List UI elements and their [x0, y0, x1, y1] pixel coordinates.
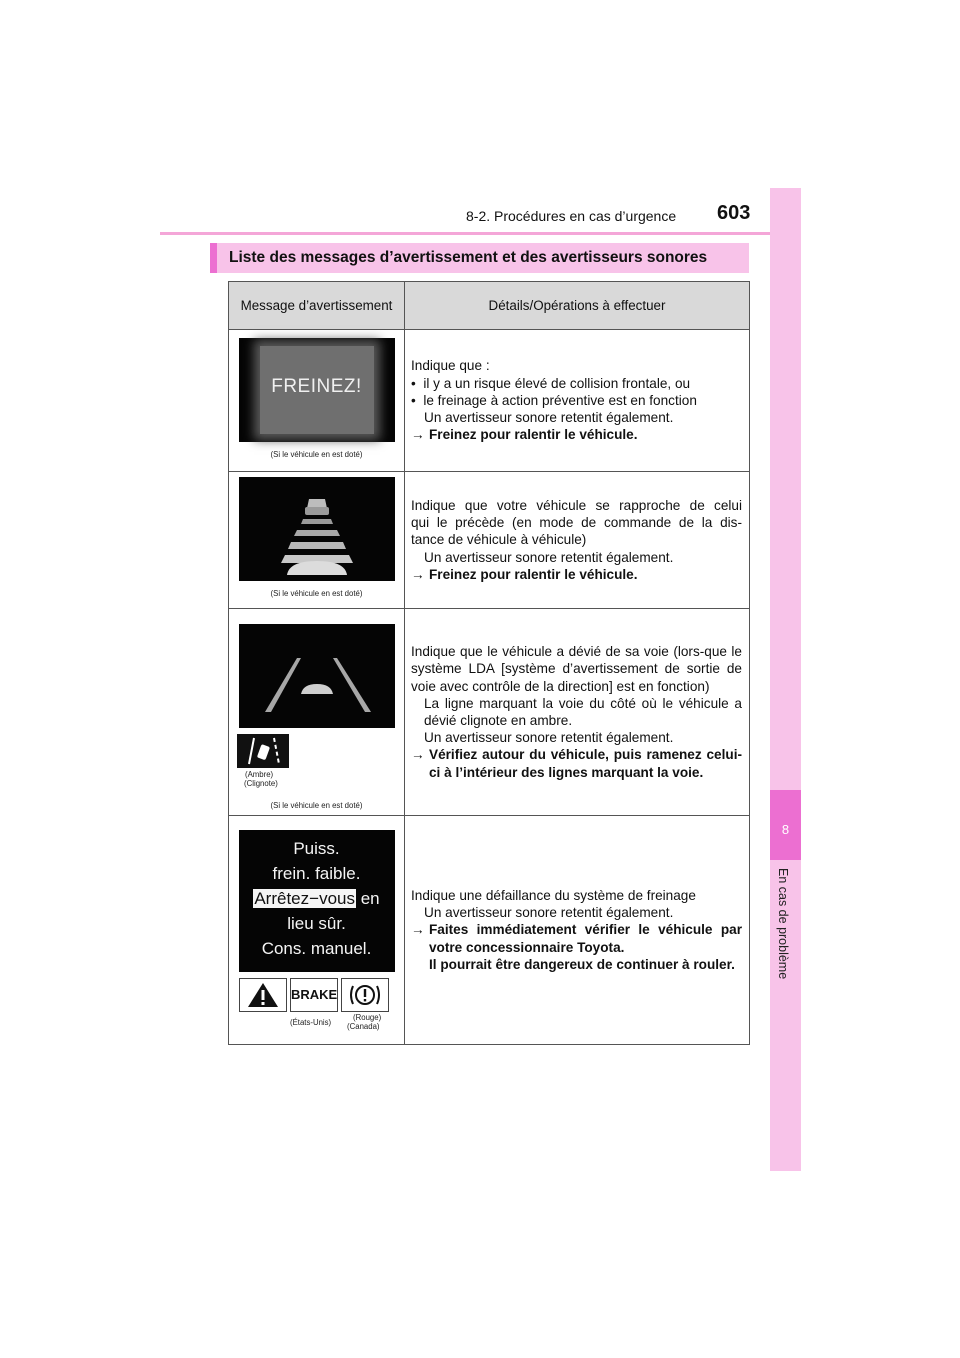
- icon-label-blinks: (Clignote): [244, 778, 278, 788]
- details-action-note: Il pourrait être dangereux de continuer à rouler.: [429, 956, 735, 972]
- warning-triangle-icon: [239, 978, 287, 1012]
- screen-text: frein. faible.: [272, 864, 361, 883]
- section-heading: Liste des messages d’avertissement et des avertisseurs sonores: [229, 249, 708, 266]
- message-cell: [229, 609, 405, 816]
- screen-text: Arrêtez−vous en: [254, 889, 380, 908]
- details-action: → Vérifiez autour du véhicule, puis ramenez celui-ci à l’intérieur des lignes marquant la voie.: [411, 747, 742, 780]
- label-red: (Rouge): [353, 1013, 382, 1022]
- details-note: Un avertisseur sonore retentit également.: [424, 549, 674, 565]
- message-cell: [229, 816, 405, 1045]
- screen-text: Cons. manuel.: [261, 939, 372, 958]
- details-cell: [405, 330, 750, 472]
- table-row: [229, 609, 750, 816]
- brake-warning-icon: [341, 978, 389, 1012]
- column-header-details: Détails/Opérations à effectuer: [405, 282, 750, 330]
- image-caption: (Si le véhicule en est doté): [270, 589, 363, 599]
- side-tab: [770, 188, 801, 1171]
- approach-warning-screen: [239, 477, 395, 581]
- warning-table: [228, 281, 750, 1045]
- icon-label-amber: (Ambre): [245, 770, 274, 779]
- side-tab-number: 8: [781, 822, 790, 837]
- brake-fault-screen: [239, 830, 395, 972]
- details-note: Un avertisseur sonore retentit également.: [424, 905, 674, 921]
- arrow-icon: →: [411, 747, 425, 763]
- chapter-section-title: 8-2. Procédures en cas d’urgence: [466, 208, 677, 224]
- details-text: Indique que votre véhicule se rapproche de celui qui le précède (en mode de commande de la dis- tance de véhicule à véhicule): [411, 497, 742, 548]
- image-caption: (Si le véhicule en est doté): [270, 449, 363, 459]
- details-text: Indique une défaillance du système de freinage: [411, 887, 696, 903]
- details-bullet: • le freinage à action préventive est en fonction: [411, 392, 697, 408]
- lane-departure-icon: [237, 734, 289, 768]
- details-note: La ligne marquant la voie du côté où le véhicule a dévié clignote en ambre.: [424, 695, 742, 728]
- brake-warning-screen: [239, 338, 395, 442]
- car-distance-icon: [239, 477, 395, 581]
- details-note: Un avertisseur sonore retentit également.: [424, 730, 674, 746]
- screen-text: lieu sûr.: [287, 914, 346, 933]
- section-heading-box: [210, 243, 749, 273]
- details-text: Indique que le véhicule a dévié de sa voie (lors-que le système LDA [système d’avertissement de sortie de voie avec contrôle de la direction] est en fonction): [411, 644, 742, 694]
- lane-departure-screen: [239, 624, 395, 728]
- details-action: → Freinez pour ralentir le véhicule.: [411, 427, 638, 443]
- image-caption: (Si le véhicule en est doté): [270, 801, 363, 810]
- arrow-icon: →: [411, 427, 425, 443]
- table-header-row: [229, 282, 750, 330]
- details-cell: [405, 816, 750, 1045]
- message-cell: [229, 472, 405, 609]
- screen-text: Puiss.: [293, 839, 340, 858]
- details-note: Un avertisseur sonore retentit également.: [424, 410, 674, 426]
- brake-text-icon: BRAKE: [290, 978, 338, 1012]
- side-tab-label: En cas de problème: [776, 868, 790, 980]
- table-row: [229, 472, 750, 609]
- details-cell: [405, 472, 750, 609]
- page-number: 603: [717, 202, 751, 224]
- details-intro: Indique que :: [411, 358, 490, 374]
- arrow-icon: →: [411, 566, 425, 582]
- label-canada: (Canada): [347, 1022, 380, 1031]
- screen-text: FREINEZ!: [271, 375, 362, 397]
- arrow-icon: →: [411, 922, 425, 938]
- column-header-message: Message d’avertissement: [229, 282, 405, 330]
- details-action: → Faites immédiatement vérifier le véhicule par votre concessionnaire Toyota.: [411, 922, 742, 955]
- lane-lines-graphic: [239, 624, 395, 728]
- details-action: → Freinez pour ralentir le véhicule.: [411, 566, 638, 582]
- details-bullet: • il y a un risque élevé de collision frontale, ou: [411, 375, 691, 391]
- label-usa: (États-Unis): [290, 1018, 332, 1027]
- table-row: [229, 330, 750, 472]
- message-cell: [229, 330, 405, 472]
- details-cell: [405, 609, 750, 816]
- table-row: [229, 816, 750, 1045]
- header-rule: [160, 232, 800, 235]
